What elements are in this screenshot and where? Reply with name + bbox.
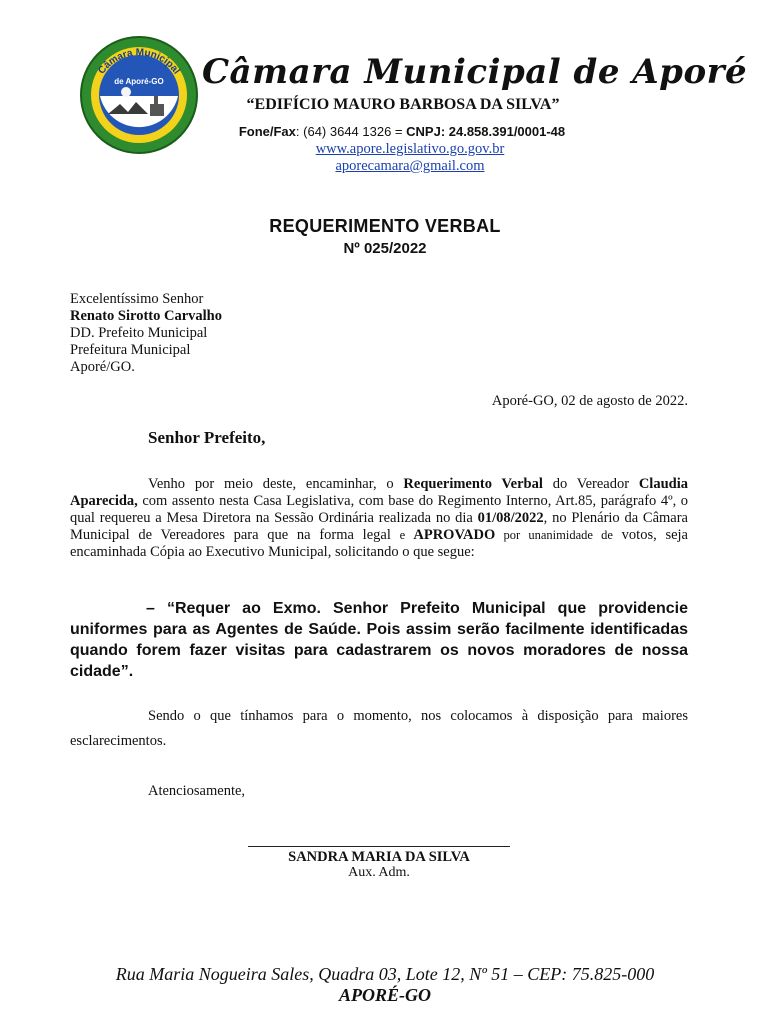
addressee-line5: Aporé/GO. (70, 359, 135, 375)
body-bold-3: 01/08/2022 (477, 510, 544, 526)
body-small-2: por unanimidade de (495, 528, 613, 542)
footer-city: APORÉ-GO (338, 985, 431, 1005)
contact-line (196, 124, 608, 139)
phone-label: Fone/Fax (238, 124, 296, 139)
body-bold-1: Requerimento Verbal (403, 476, 543, 492)
signature-line (248, 846, 510, 847)
request-paragraph (70, 598, 688, 682)
body-small-1: e (399, 528, 414, 542)
addressee-line1: Excelentíssimo Senhor (70, 291, 204, 307)
cnpj: CNPJ: 24.858.391/0001-48 (406, 124, 566, 139)
document-title: REQUERIMENTO VERBAL (269, 216, 501, 236)
logo-text-bottom: de Aporé-GO (114, 77, 164, 86)
body-text-3: com assento nesta Casa Legislativa, com base do Regimento Interno, Art.85, parágrafo 4º, o qual requereu a Mesa Diretora na Sessão Ordinária realizada no dia (70, 493, 688, 526)
addressee-line4: Prefeitura Municipal (70, 342, 191, 358)
institution-name: Câmara Municipal de Aporé (202, 52, 748, 92)
signatory-role: Aux. Adm. (348, 865, 410, 880)
email-link[interactable]: aporecamara@gmail.com (335, 158, 485, 174)
addressee-line3: DD. Prefeito Municipal (70, 325, 208, 341)
body-paragraph (70, 476, 688, 561)
body-text-1: Venho por meio deste, encaminhar, o (148, 476, 404, 492)
document-date: Aporé-GO, 02 de agosto de 2022. (491, 393, 688, 409)
body-text-5: votos, seja encaminhada Cópia ao Executivo Municipal, solicitando o que segue: (70, 527, 688, 560)
body-text-2: do Vereador (542, 476, 639, 492)
document-number: Nº 025/2022 (343, 240, 427, 257)
closing-line2: esclarecimentos. (70, 733, 167, 749)
footer-address: Rua Maria Nogueira Sales, Quadra 03, Lote 12, Nº 51 – CEP: 75.825-000 (115, 964, 655, 984)
request-text: – “Requer ao Exmo. Senhor Prefeito Municipal que providencie uniformes para as Agentes de Saúde. Pois assim serão facilmente identificadas quando forem fazer visitas para cadastrarem os novos moradores de nossa cidade”. (70, 600, 688, 680)
closing-line1: Sendo o que tínhamos para o momento, nos colocamos à disposição para maiores (148, 708, 688, 724)
logo-text-top: Câmara Municipal (96, 47, 182, 77)
salutation: Senhor Prefeito, (148, 428, 266, 447)
regards: Atenciosamente, (148, 783, 246, 799)
body-bold-4: APROVADO (413, 527, 496, 543)
chamber-seal-logo (78, 34, 200, 156)
website-link[interactable]: www.apore.legislativo.go.gov.br (315, 141, 505, 157)
phone-value: : (64) 3644 1326 = (295, 124, 407, 139)
body-bold-2: Claudia Aparecida, (70, 476, 688, 509)
signatory-name: SANDRA MARIA DA SILVA (288, 849, 470, 865)
addressee-name: Renato Sirotto Carvalho (70, 308, 222, 324)
body-text-4: , no Plenário da Câmara Municipal de Vereadores para que na forma legal (70, 510, 688, 543)
building-name: “EDIFÍCIO MAURO BARBOSA DA SILVA” (246, 96, 560, 113)
